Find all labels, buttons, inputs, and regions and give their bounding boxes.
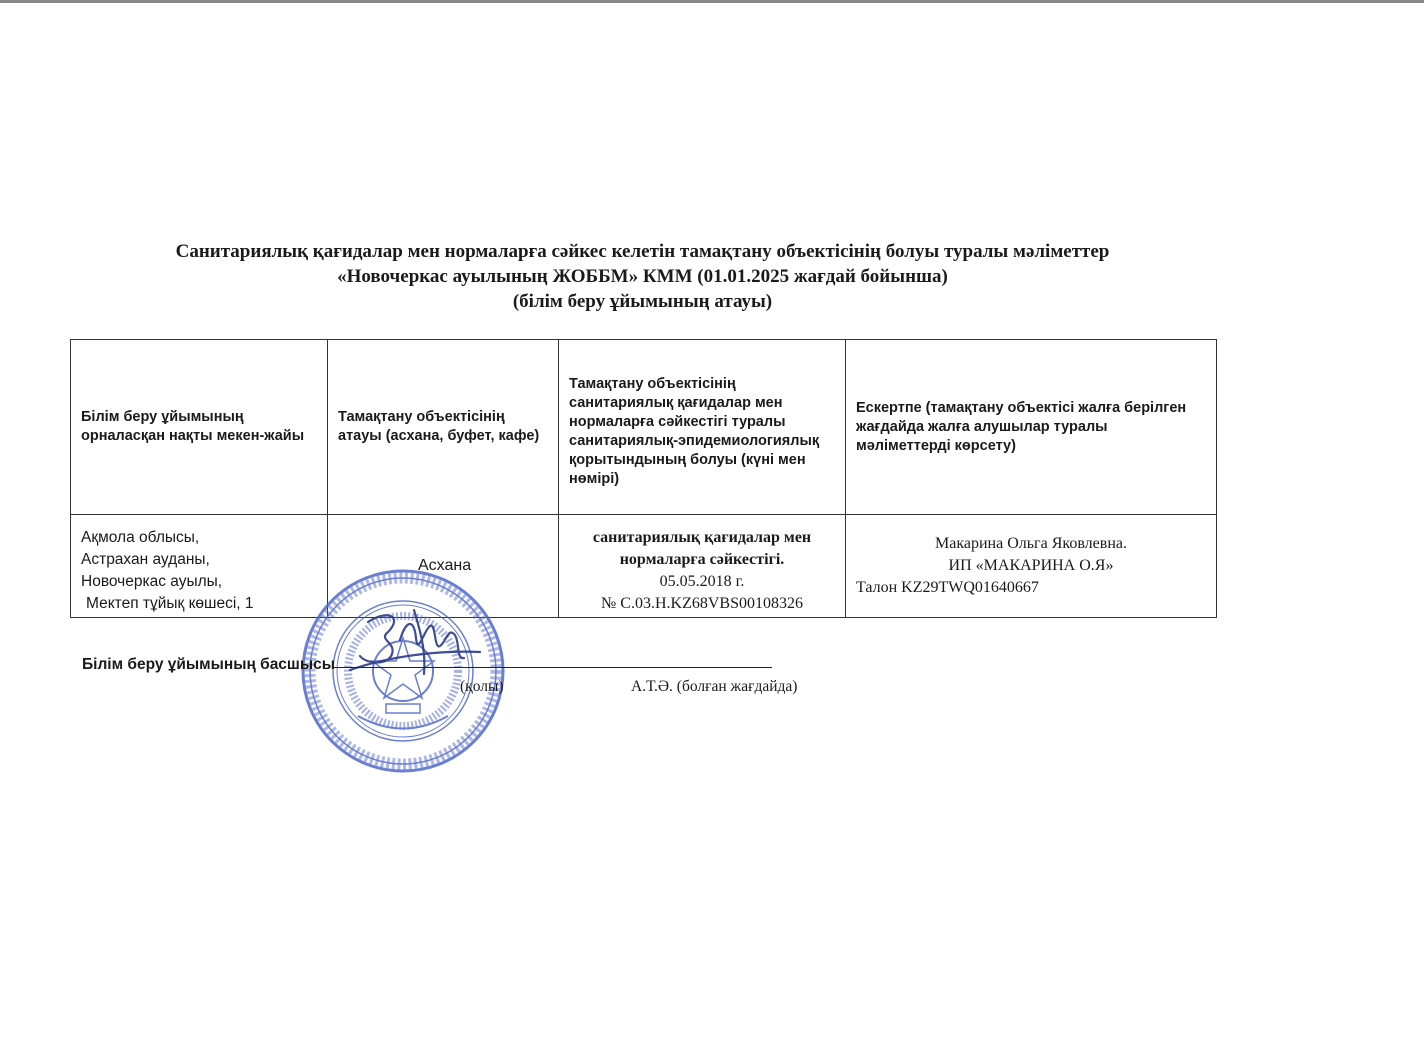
cell-object-name: Асхана (328, 515, 559, 618)
document-heading (60, 239, 1225, 314)
heading-line-3: (білім беру ұйымының атауы) (512, 291, 773, 312)
conclusion-line-2: нормаларға сәйкестігі. (619, 551, 785, 568)
heading-line-2: «Новочеркас ауылының ЖОББМ» КММ (01.01.2025 жағдай бойынша) (337, 266, 948, 287)
header-object-name: Тамақтану объектісінің атауы (асхана, буфет, кафе) (328, 340, 559, 515)
tenant-name: Макарина Ольга Яковлевна. (935, 535, 1127, 552)
table-row (71, 515, 1217, 618)
tenant-talon: Талон KZ29TWQ01640667 (856, 579, 1039, 596)
conclusion-number: № С.03.Н.KZ68VBS00108326 (601, 595, 803, 612)
cell-note (846, 515, 1217, 618)
name-caption: А.Т.Ә. (болған жағдайда) (631, 678, 798, 695)
table-header-row (71, 340, 1217, 515)
signature-caption: (қолы) (460, 678, 504, 695)
scan-top-edge (0, 0, 1424, 3)
conclusion-line-1: санитариялық қағидалар мен (592, 529, 812, 546)
address-line: Ақмола облысы, (81, 529, 200, 546)
cell-conclusion (559, 515, 846, 618)
info-table (70, 339, 1217, 618)
address-line: Астрахан ауданы, (81, 551, 210, 568)
address-line: Новочеркас ауылы, (81, 573, 223, 590)
address-line: Мектеп тұйық көшесі, 1 (86, 595, 254, 612)
conclusion-date: 05.05.2018 г. (659, 573, 745, 590)
cell-address (71, 515, 328, 618)
header-note: Ескертпе (тамақтану объектісі жалға берілген жағдайда жалға алушылар туралы мәліметтерді көрсету) (846, 340, 1217, 515)
heading-line-1: Санитариялық қағидалар мен нормаларға сәйкес келетін тамақтану объектісінің болуы туралы мәліметтер (175, 241, 1110, 262)
signature-label: Білім беру ұйымының басшысы (82, 656, 335, 673)
tenant-ip: ИП «МАКАРИНА О.Я» (948, 557, 1114, 574)
header-address: Білім беру ұйымының орналасқан нақты мекен-жайы (71, 340, 328, 515)
handwritten-signature (330, 600, 490, 690)
signature-line (332, 667, 772, 668)
header-conclusion: Тамақтану объектісінің санитариялық қағидалар мен нормаларға сәйкестігі туралы санитариялық-эпидемиологиялық қорытындының болуы (күні мен нөмірі) (559, 340, 846, 515)
